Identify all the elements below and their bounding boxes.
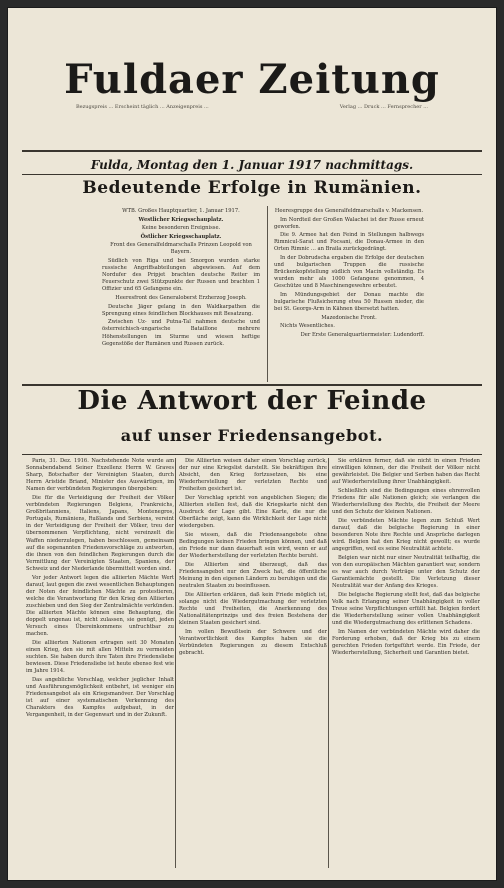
- column-divider-body-1: [175, 458, 176, 868]
- right-article-signature: Der Erste Generalquartiermeister: Ludendorff.: [300, 332, 424, 338]
- body-column-3: [332, 458, 480, 870]
- right-article-p0: Heeresgruppe des Generalfeldmarschalls v. Mackensen.: [274, 208, 424, 214]
- column-divider-body-2: [328, 458, 329, 868]
- subheadline-2: auf unser Friedensangebot.: [120, 426, 384, 445]
- left-article-p8: Zwischen Uz- und Putna-Tal nahmen deutsche und österreichisch-ungarische Bataillone mehrere Höhenstellungen im Sturme und wiesen heftige Gegenstöße der Rumänen und Russen zurück.: [102, 319, 260, 347]
- rule-top: [22, 150, 482, 152]
- masthead-left-info: Bezugspreis ... Erscheint täglich ... Anzeigenpreis ...: [76, 104, 209, 110]
- left-article-p2: Keine besonderen Ereignisse.: [141, 225, 221, 232]
- left-article-p1: Westlicher Kriegsschauplatz.: [138, 216, 224, 223]
- body-col1-p4: Das angebliche Vorschlag, welcher jeglicher Inhalt und Ausführungsmöglichkeit entbehrt, ist weniger ein Friedensangebot als ein Kriegsmanöver. Der Vorschlag ist auf einer systematischen Verkennung des Charakters des Kampfes aufgebaut, in der Vergangenheit, in der Gegenwart und in der Zukunft.: [26, 676, 174, 719]
- right-article-p3: In der Dobrudscha ergaben die Erfolge der deutschen und bulgarischen Truppen die russische Brückenkopfstellung südlich von Macin vollständig. Es wurden mehr als 1000 Gefangene genommen, 4 Geschütze und 8 Maschinengewehre erbeutet.: [274, 255, 424, 290]
- body-col2-p1: Der Vorschlag spricht von angeblichen Siegen; die Alliierten stellen fest, daß die Kriegskarte nicht den Ausdruck der Lage gibt. Eine Karte, die nur die Oberfläche zeigt, kann die Wirklichkeit der Lage nicht wiedergeben.: [179, 494, 327, 530]
- newspaper-page: [8, 8, 496, 880]
- body-col1-p1: Die für die Verteidigung der Freiheit der Völker verbündeten Regierungen Belgiens, Frankreichs, Großbritanniens, Italiens, Japans, Montenegros, Portugals, Rumäniens, Rußlands und Serbiens, vereint in der Verteidigung der Freiheit der Völker, treu der übernommenen Verpflichtung, nicht vereinzelt die Waffen niederzulegen, haben beschlossen, gemeinsam auf die sogenannten Friedensvorschläge zu antworten, die ihnen von den feindlichen Regierungen durch die Vermittlung der Vereinigten Staaten, Spaniens, der Schweiz und der Niederlande übermittelt worden sind.: [26, 494, 174, 572]
- right-article-p4: Im Mündungsgebiet der Donau machte die bulgarische Flußsicherung etwa 50 Russen nieder, die bei St. Georgs-Arm in Kähnen übersetzt hatten.: [274, 292, 424, 313]
- headline-1: Bedeutende Erfolge in Rumänien.: [82, 178, 422, 198]
- body-col3-p3: Belgien war nicht nur einer Neutralität teilhaftig, die von den europäischen Mächten garantiert war, sondern es war auch durch Verträge unter den Schutz der Garantiemächte gestellt. Die Verletzung dieser Neutralität war der Anfang des Krieges.: [332, 554, 480, 590]
- body-col3-p0: Sie erklären ferner, daß sie nicht in einen Frieden einwilligen können, der die Freiheit der Völker nicht gewährleistet. Die Belgier und Serben haben das Recht auf Wiederherstellung ihrer Unabhängigkeit.: [332, 458, 480, 486]
- body-col2-p3: Die Alliierten sind überzeugt, daß das Friedensangebot nur den Zweck hat, die öffentliche Meinung in den eigenen Ländern zu beruhigen und die neutralen Staaten zu beeinflussen.: [179, 561, 327, 590]
- right-article-p1: Im Nordteil der Großen Walachei ist der Russe erneut geworfen.: [274, 216, 424, 230]
- body-col2-p5: Im vollen Bewußtsein der Schwere und der Verantwortlichkeit des Kampfes haben sie die Verbündeten Regierungen zu diesem Entschluß gebracht.: [179, 628, 327, 656]
- left-article-p7: Deutsche Jäger gelang in den Waldkarpathen die Sprengung eines feindlichen Blockhauses mit Besatzung.: [102, 303, 260, 317]
- left-article-p4: Front des Generalfeldmarschalls Prinzen Leopold von Bayern.: [110, 242, 252, 256]
- body-col3-p5: Im Namen der verbündeten Mächte wird daher die Forderung erhoben, daß der Krieg bis zu einem gerechten Frieden fortgeführt werde. Ein Friede, der Wiederherstellung, Sicherheit und Garantien bietet.: [332, 628, 480, 656]
- dateline: Fulda, Montag den 1. Januar 1917 nachmittags.: [90, 158, 414, 172]
- body-col3-p2: Die verbündeten Mächte legen zum Schluß Wert darauf, daß die belgische Regierung in einer besonderen Note ihre Rechte und Ansprüche darlegen wird. Belgien hat den Krieg nicht gewollt; es wurde angegriffen, weil es seine Neutralität achtete.: [332, 517, 480, 553]
- masthead-title: Fuldaer Zeitung: [64, 56, 440, 103]
- body-column-2: [179, 458, 327, 870]
- body-col3-p4: Die belgische Regierung stellt fest, daß das belgische Volk nach Erlangung seiner Unabhängigkeit in voller Treue seine Verpflichtungen erfüllt hat. Belgien fordert die Wiederherstellung seiner vollen Unabhängigkeit und die Wiedergutmachung des erlittenen Schadens.: [332, 591, 480, 627]
- body-col2-p4: Die Alliierten erklären, daß kein Friede möglich ist, solange nicht die Wiedergutmachung der verletzten Rechte und Freiheiten, die Anerkennung des Nationalitätenprinzips und des freien Bestehens der kleinen Staaten gesichert sind.: [179, 591, 327, 627]
- body-col2-p0: Die Alliierten weisen daher einen Vorschlag zurück, der nur eine Kriegslist darstellt. Sie bekräftigen ihre Absicht, den Krieg fortzusetzen, bis eine Wiederherstellung der verletzten Rechte und Freiheiten gesichert ist.: [179, 458, 327, 493]
- right-article-p5: Mazedonische Front.: [321, 314, 377, 321]
- right-article-p6: Nichts Wesentliches.: [280, 323, 335, 330]
- body-column-1: [26, 458, 174, 870]
- rule-body: [22, 454, 482, 455]
- left-article-p3: Östlicher Kriegsschauplatz.: [140, 233, 222, 240]
- right-article-p2: Die 9. Armee hat den Feind in Stellungen halbwegs Rimnicul-Sarat und Focsani, die Donau-Armee in den Orten Rimnic ... an Braila zurückgedrängt.: [274, 232, 424, 253]
- body-col1-p3: Die alliierten Nationen ertragen seit 30 Monaten einen Krieg, den sie mit allen Mitteln zu vermeiden suchten. Sie haben durch ihre Taten ihre Friedensliebe bewiesen. Diese Friedensliebe ist heute ebenso fest wie im Jahre 1914.: [26, 639, 174, 675]
- left-article-p0: WTB. Großes Hauptquartier, 1. Januar 1917.: [122, 208, 240, 214]
- body-col1-p0: Paris, 31. Dez. 1916. Nachstehende Note wurde am Sonnabendabend Seiner Exzellenz Herrn W. Graves Sharp, Botschafter der Vereinigten Staaten, durch Herrn Aristide Briand, Minister des Auswärtigen, im Namen der verbündeten Regierungen übergeben:: [26, 458, 174, 493]
- headline-2: Die Antwort der Feinde: [77, 386, 427, 416]
- body-col2-p2: Sie wissen, daß die Friedensangebote ohne Bedingungen keinen Frieden bringen können, und daß ein Friede nur dann dauerhaft sein wird, wenn er auf der Wiederherstellung der verletzten Rechte beruht.: [179, 531, 327, 560]
- masthead: [8, 46, 496, 142]
- left-article: [102, 208, 260, 378]
- masthead-right-info: Verlag ... Druck ... Fernsprecher ...: [339, 104, 428, 110]
- left-article-p5: Südlich von Riga und bei Smorgon wurden starke russische Angriffsabteilungen abgewiesen. Auf dem Nordufer des Pripjet brachten deutsche Reiter im Feuerschutz zwei Stützpunkte der Russen und brachten 1 Offizier und 65 Gefangene ein.: [102, 258, 260, 293]
- right-article: [274, 208, 424, 388]
- left-article-p6: Heeresfront des Generaloberst Erzherzog Joseph.: [115, 295, 247, 302]
- body-col3-p1: Schließlich sind die Bedingungen eines ehrenvollen Friedens für alle Nationen gleich; sie verlangen die Wiederherstellung des Rechts, die Freiheit der Meere und den Schutz der kleinen Nationen.: [332, 487, 480, 516]
- column-divider-top: [267, 206, 268, 382]
- rule-dateline: [22, 174, 482, 175]
- body-col1-p2: Vor jeder Antwort legen die alliierten Mächte Wert darauf, laut gegen die zwei wesentlichen Behauptungen der Noten der feindlichen Mächte zu protestieren, welche die Verantwortung für den Krieg den Alliierten zuschieben und den Sieg der Zentralmächte verkünden. Die alliierten Mächte können eine Behauptung, die doppelt ungenau ist, nicht zulassen, sie genügt, jeden Versuch eines Übereinkommens unfruchtbar zu machen.: [26, 574, 174, 638]
